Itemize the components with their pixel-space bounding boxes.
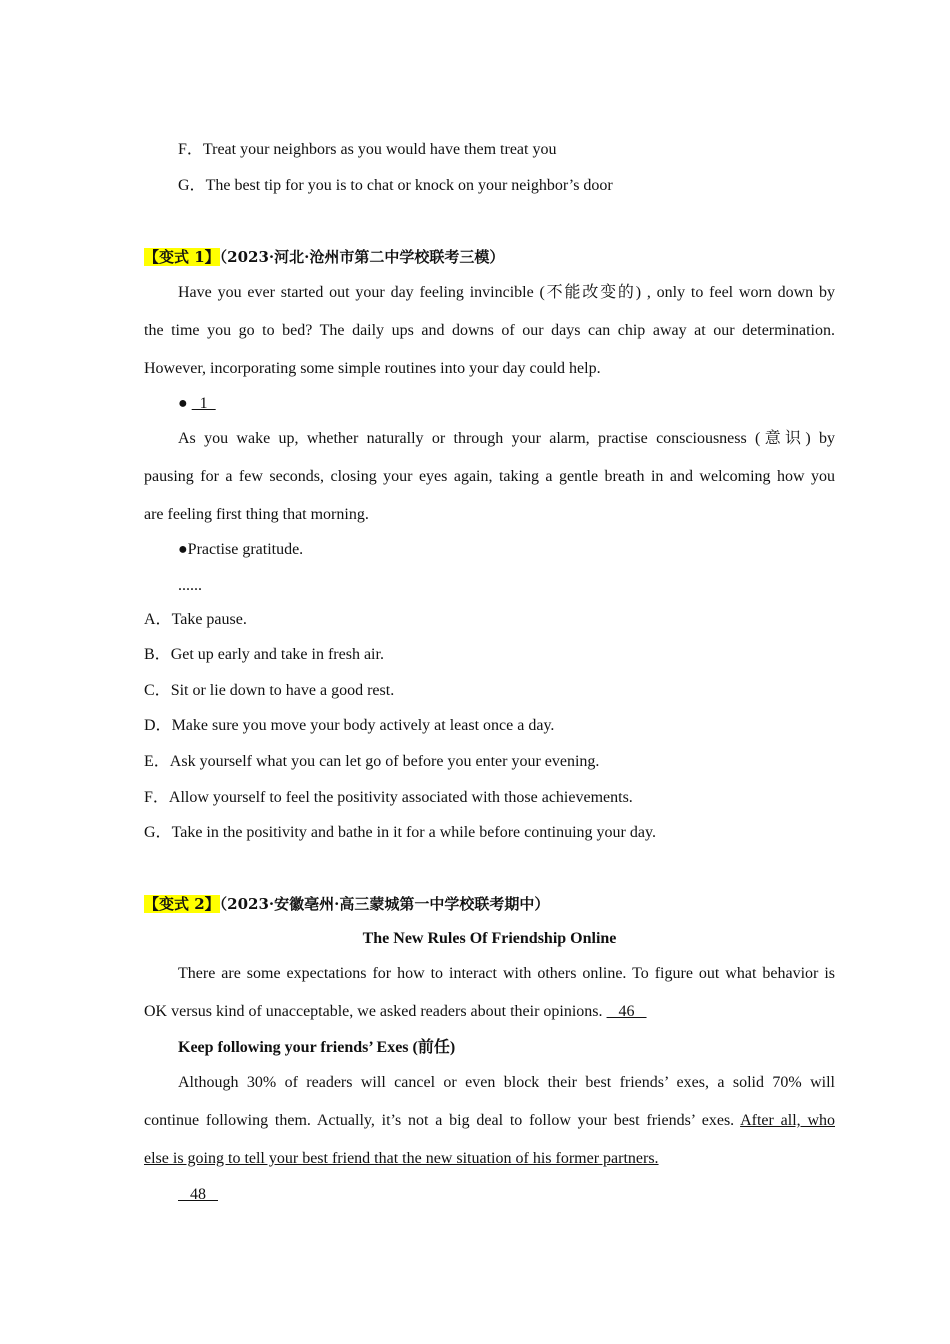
option-text: Ask yourself what you can let go of before you enter your evening.	[169, 753, 600, 770]
option-item	[144, 681, 394, 701]
option-text: Get up early and take in fresh air.	[170, 646, 384, 663]
option-letter: F．	[178, 141, 203, 158]
option-letter: E．	[144, 753, 170, 770]
option-letter: G．	[144, 824, 172, 841]
bullet-icon: ●	[178, 395, 188, 412]
source-label: （2023·河北·沧州市第二中学校联考三模）	[219, 248, 505, 266]
paragraph-line: are feeling first thing that morning.	[144, 506, 369, 523]
option-item	[144, 788, 633, 808]
option-letter: C．	[144, 682, 171, 699]
paragraph-line	[144, 1002, 647, 1022]
section-header	[144, 247, 504, 268]
ellipsis: ......	[178, 577, 202, 594]
answer-blank: 46	[606, 1003, 647, 1020]
paragraph-line: Although 30% of readers will cancel or even block their best friends’ exes, a solid 70% will	[178, 1074, 835, 1091]
option-item	[144, 716, 554, 736]
subheading: Keep following your friends’ Exes (前任)	[178, 1039, 456, 1056]
paragraph-text: OK versus kind of unacceptable, we asked readers about their opinions.	[144, 1003, 603, 1020]
option-text: Treat your neighbors as you would have them treat you	[202, 141, 557, 158]
option-letter: D．	[144, 717, 172, 734]
gratitude-line: ●Practise gratitude.	[178, 541, 304, 558]
paragraph-line: However, incorporating some simple routines into your day could help.	[144, 360, 601, 377]
paragraph-line: the time you go to bed? The daily ups and downs of our days can chip away at our determination.	[144, 322, 835, 339]
section-header	[144, 894, 549, 915]
underlined-sentence: After all, who	[740, 1112, 835, 1129]
variant-tag: 【变式 1】	[144, 248, 220, 266]
option-item	[144, 645, 384, 665]
option-letter: B．	[144, 646, 171, 663]
blank-item	[178, 394, 216, 414]
paragraph-line	[144, 1111, 835, 1131]
paragraph-text: continue following them. Actually, it’s not a big deal to follow your best friends’ exes.	[144, 1112, 741, 1129]
passage-title: The New Rules Of Friendship Online	[362, 930, 617, 947]
option-letter: G．	[178, 177, 206, 194]
paragraph-line: There are some expectations for how to interact with others online. To figure out what behavior is	[178, 965, 835, 982]
answer-blank: 48	[178, 1186, 218, 1203]
answer-blank: 1	[191, 395, 216, 412]
option-letter: F．	[144, 789, 169, 806]
option-text: Take in the positivity and bathe in it for a while before continuing your day.	[171, 824, 656, 841]
option-item	[144, 610, 247, 630]
source-label: （2023·安徽亳州·高三蒙城第一中学校联考期中）	[219, 895, 550, 913]
option-text: Take pause.	[171, 611, 247, 628]
option-item	[144, 823, 656, 843]
paragraph-line: pausing for a few seconds, closing your eyes again, taking a gentle breath in and welcoming how you	[144, 468, 835, 485]
option-text: Allow yourself to feel the positivity associated with those achievements.	[168, 789, 633, 806]
option-item	[144, 752, 599, 772]
paragraph-line: As you wake up, whether naturally or through your alarm, practise consciousness (意识) by	[178, 430, 835, 447]
blank-item	[178, 1185, 218, 1205]
underlined-sentence: else is going to tell your best friend that the new situation of his former partners.	[144, 1150, 659, 1167]
option-letter: A．	[144, 611, 172, 628]
option-text: The best tip for you is to chat or knock on your neighbor’s door	[205, 177, 613, 194]
option-text: Make sure you move your body actively at least once a day.	[171, 717, 555, 734]
option-item	[178, 176, 613, 196]
option-text: Sit or lie down to have a good rest.	[170, 682, 395, 699]
variant-tag: 【变式 2】	[144, 895, 220, 913]
option-item	[178, 140, 556, 160]
paragraph-line: Have you ever started out your day feeling invincible (不能改变的) , only to feel worn down by	[178, 284, 835, 301]
